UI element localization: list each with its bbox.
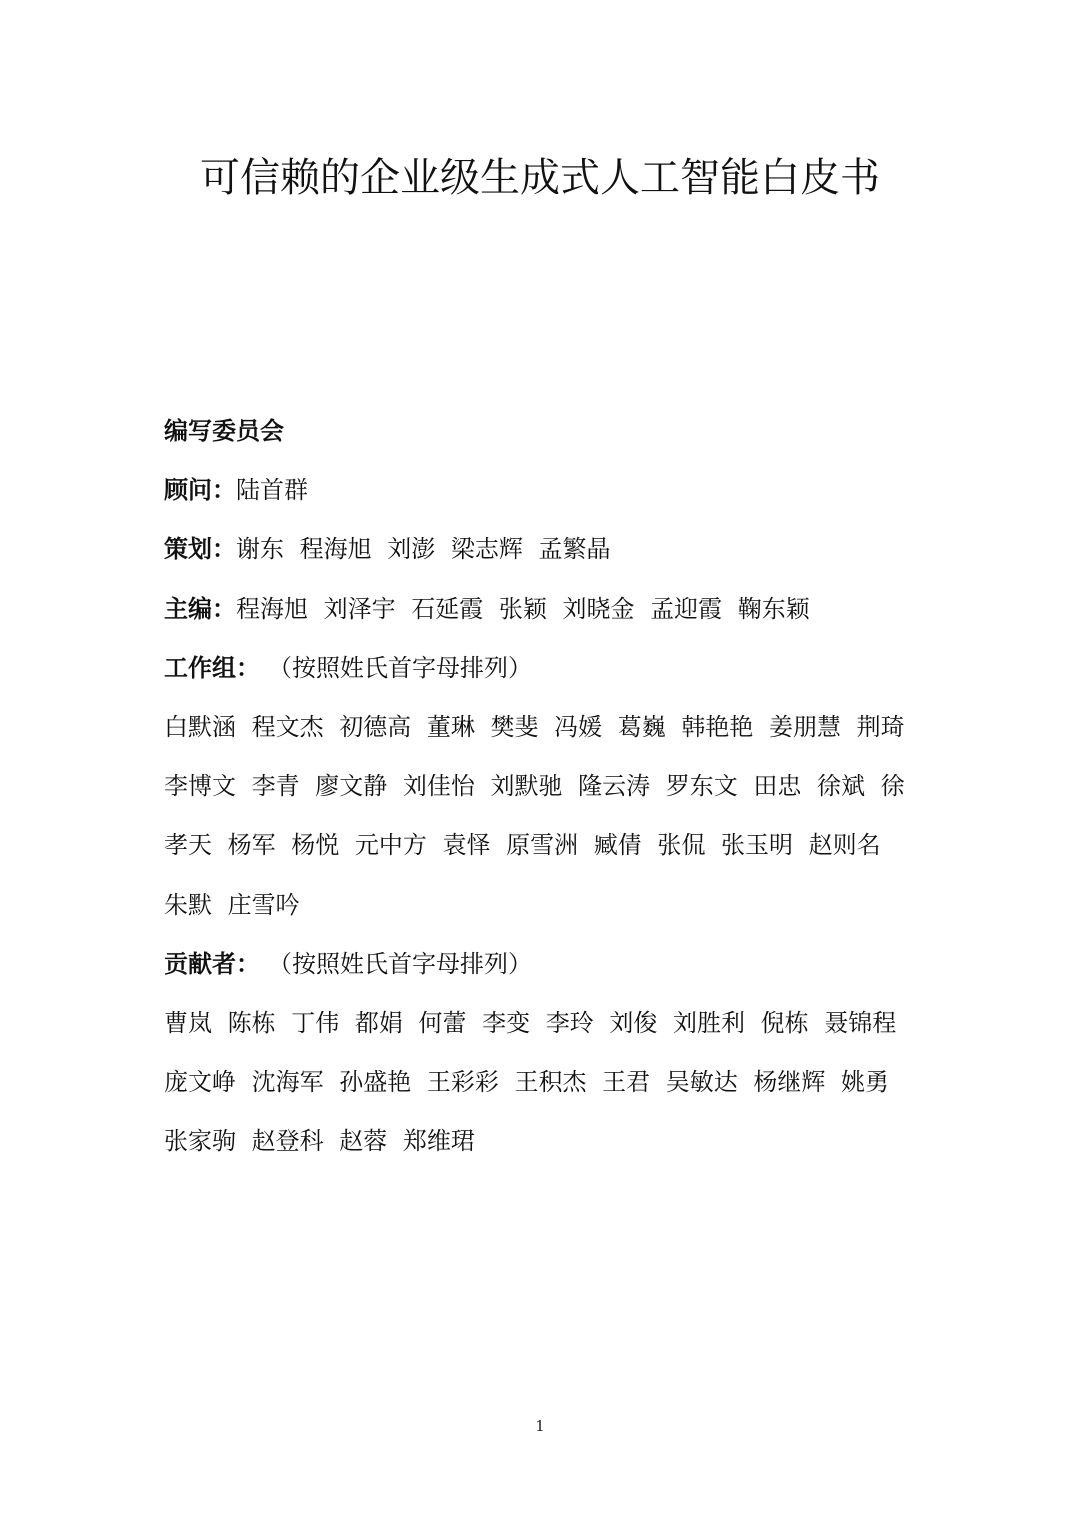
working-group-names-line: 李博文 李青 廖文静 刘佳怡 刘默驰 隆云涛 罗东文 田忠 徐斌 徐 (164, 772, 905, 801)
planning-names: 谢东 程海旭 刘澎 梁志辉 孟繁晶 (236, 535, 611, 564)
page-number: 1 (535, 1417, 545, 1435)
chief-editors-row (164, 580, 924, 639)
advisor-row (164, 461, 924, 520)
contributors-label: 贡献者： (164, 949, 260, 978)
contributors-heading-row (164, 935, 924, 994)
contributors-names-line: 曹岚 陈栋 丁伟 都娟 何蕾 李变 李玲 刘俊 刘胜利 倪栋 聂锦程 (164, 1008, 897, 1037)
working-group-names-line: 孝天 杨军 杨悦 元中方 袁怿 原雪洲 臧倩 张侃 张玉明 赵则名 (164, 831, 881, 860)
credits-section (164, 402, 924, 1171)
committee-heading-row (164, 402, 924, 461)
document-title: 可信赖的企业级生成式人工智能白皮书 (200, 155, 880, 201)
advisor-label: 顾问： (164, 476, 236, 505)
contributors-sort-note: （按照姓氏首字母排列） (280, 949, 532, 978)
contributors-names-line: 庞文峥 沈海军 孙盛艳 王彩彩 王积杰 王君 吴敏达 杨继辉 姚勇 (164, 1068, 890, 1097)
committee-heading: 编写委员会 (164, 417, 284, 445)
planning-row (164, 520, 924, 579)
planning-label: 策划： (164, 535, 236, 564)
working-group-sort-note: （按照姓氏首字母排列） (280, 653, 532, 682)
chief-editors-names: 程海旭 刘泽宇 石延霞 张颖 刘晓金 孟迎霞 鞠东颖 (236, 594, 810, 623)
working-group-heading-row (164, 639, 924, 698)
advisor-names: 陆首群 (236, 476, 308, 505)
working-group-names-line: 白默涵 程文杰 初德高 董琳 樊斐 冯媛 葛巍 韩艳艳 姜朋慧 荆琦 (164, 712, 905, 741)
working-group-names-line: 朱默 庄雪吟 (164, 890, 300, 919)
chief-editors-label: 主编： (164, 594, 236, 623)
contributors-names-line: 张家驹 赵登科 赵蓉 郑维珺 (164, 1127, 475, 1156)
working-group-label: 工作组： (164, 653, 260, 682)
